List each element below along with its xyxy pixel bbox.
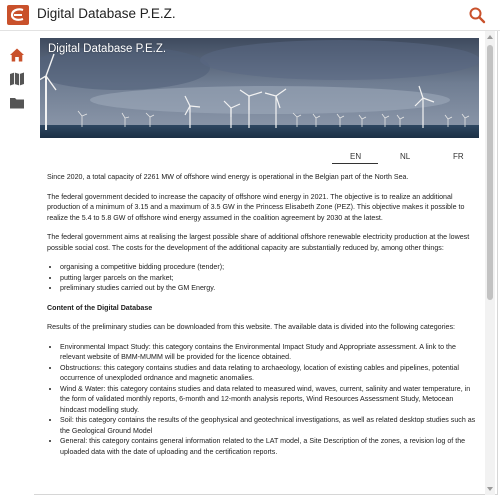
scroll-down-arrow-icon[interactable]: [487, 486, 493, 492]
bullet-list: [47, 262, 477, 294]
tab-fr[interactable]: FR: [453, 152, 464, 161]
map-icon[interactable]: [9, 71, 25, 87]
list-item: • Environmental Impact Study: this category contains the Environmental Impact Study and Appropriate assessment. A link to the relevant website of BMM-MUMM will be provided for the licence obtained.: [60, 342, 477, 363]
main-content: [40, 38, 479, 497]
active-tab-indicator: [332, 163, 378, 164]
list-item: • putting larger parcels on the market;: [60, 273, 477, 284]
paragraph: The federal government decided to increase the capacity of offshore wind energy in 2021. The objective is to realize an additional production of a minimum of 3.15 and a maximum of 3.5 GW in the Princess Elisabeth Zone (PEZ). This objective makes it possible to realize the 5.4 to 5.8 GW of offshore wind energy assumed in the coalition agreement by 2030 at the latest.: [47, 192, 465, 222]
hero-banner: [40, 38, 479, 138]
vertical-scrollbar[interactable]: [485, 31, 495, 495]
list-item: • organising a competitive bidding procedure (tender);: [60, 262, 477, 273]
folder-icon[interactable]: [9, 95, 25, 111]
paragraph: The federal government aims at realising the largest possible share of additional offshore renewable electricity production at the lowest possible social cost. The costs for the development of the additional capacity are substantially reduced by, among other things:: [47, 233, 470, 252]
paragraph: Since 2020, a total capacity of 2261 MW of offshore wind energy is operational in the Belgian part of the North Sea.: [47, 173, 409, 181]
top-bar: [0, 0, 500, 31]
tab-nl[interactable]: NL: [400, 152, 411, 161]
bullet-list: [47, 342, 477, 458]
article-body: [47, 172, 477, 466]
list-item: • Wind & Water: this category contains studies and data related to measured wind, waves, current, salinity and water temperature, in the form of validated monthly reports, 6-month and 12-month analysis reports, Wind Resources Assessment Study, Metocean hindcast modelling study.: [60, 384, 477, 416]
home-icon[interactable]: [9, 47, 25, 63]
paragraph: Results of the preliminary studies can be downloaded from this website. The available data is divided into the following categories:: [47, 323, 455, 331]
tab-en[interactable]: EN: [350, 152, 362, 161]
section-heading: Content of the Digital Database: [47, 303, 153, 312]
list-item: • General: this category contains general information related to the LAT model, a Site Description of the zones, a revision log of the uploaded data with the date of uploading and the certification reports.: [60, 436, 477, 457]
search-icon[interactable]: [468, 6, 486, 24]
sidebar: [0, 31, 34, 497]
elia-logo-icon[interactable]: [7, 5, 29, 25]
scroll-up-arrow-icon[interactable]: [487, 34, 493, 40]
list-item: • Obstructions: this category contains studies and data relating to archaeology, location of existing cables and pipelines, potential occurrence of unexploded ordnance and magnetic anomalies.: [60, 363, 477, 384]
scrollbar-thumb[interactable]: [487, 45, 493, 300]
list-item: • preliminary studies carried out by the GM Energy.: [60, 283, 477, 294]
hero-title: Digital Database P.E.Z.: [48, 43, 167, 55]
app-title: Digital Database P.E.Z.: [37, 6, 176, 21]
list-item: • Soil: this category contains the results of the geophysical and geotechnical investigations, as well as related desktop studies such as the Geological Ground Model: [60, 415, 477, 436]
